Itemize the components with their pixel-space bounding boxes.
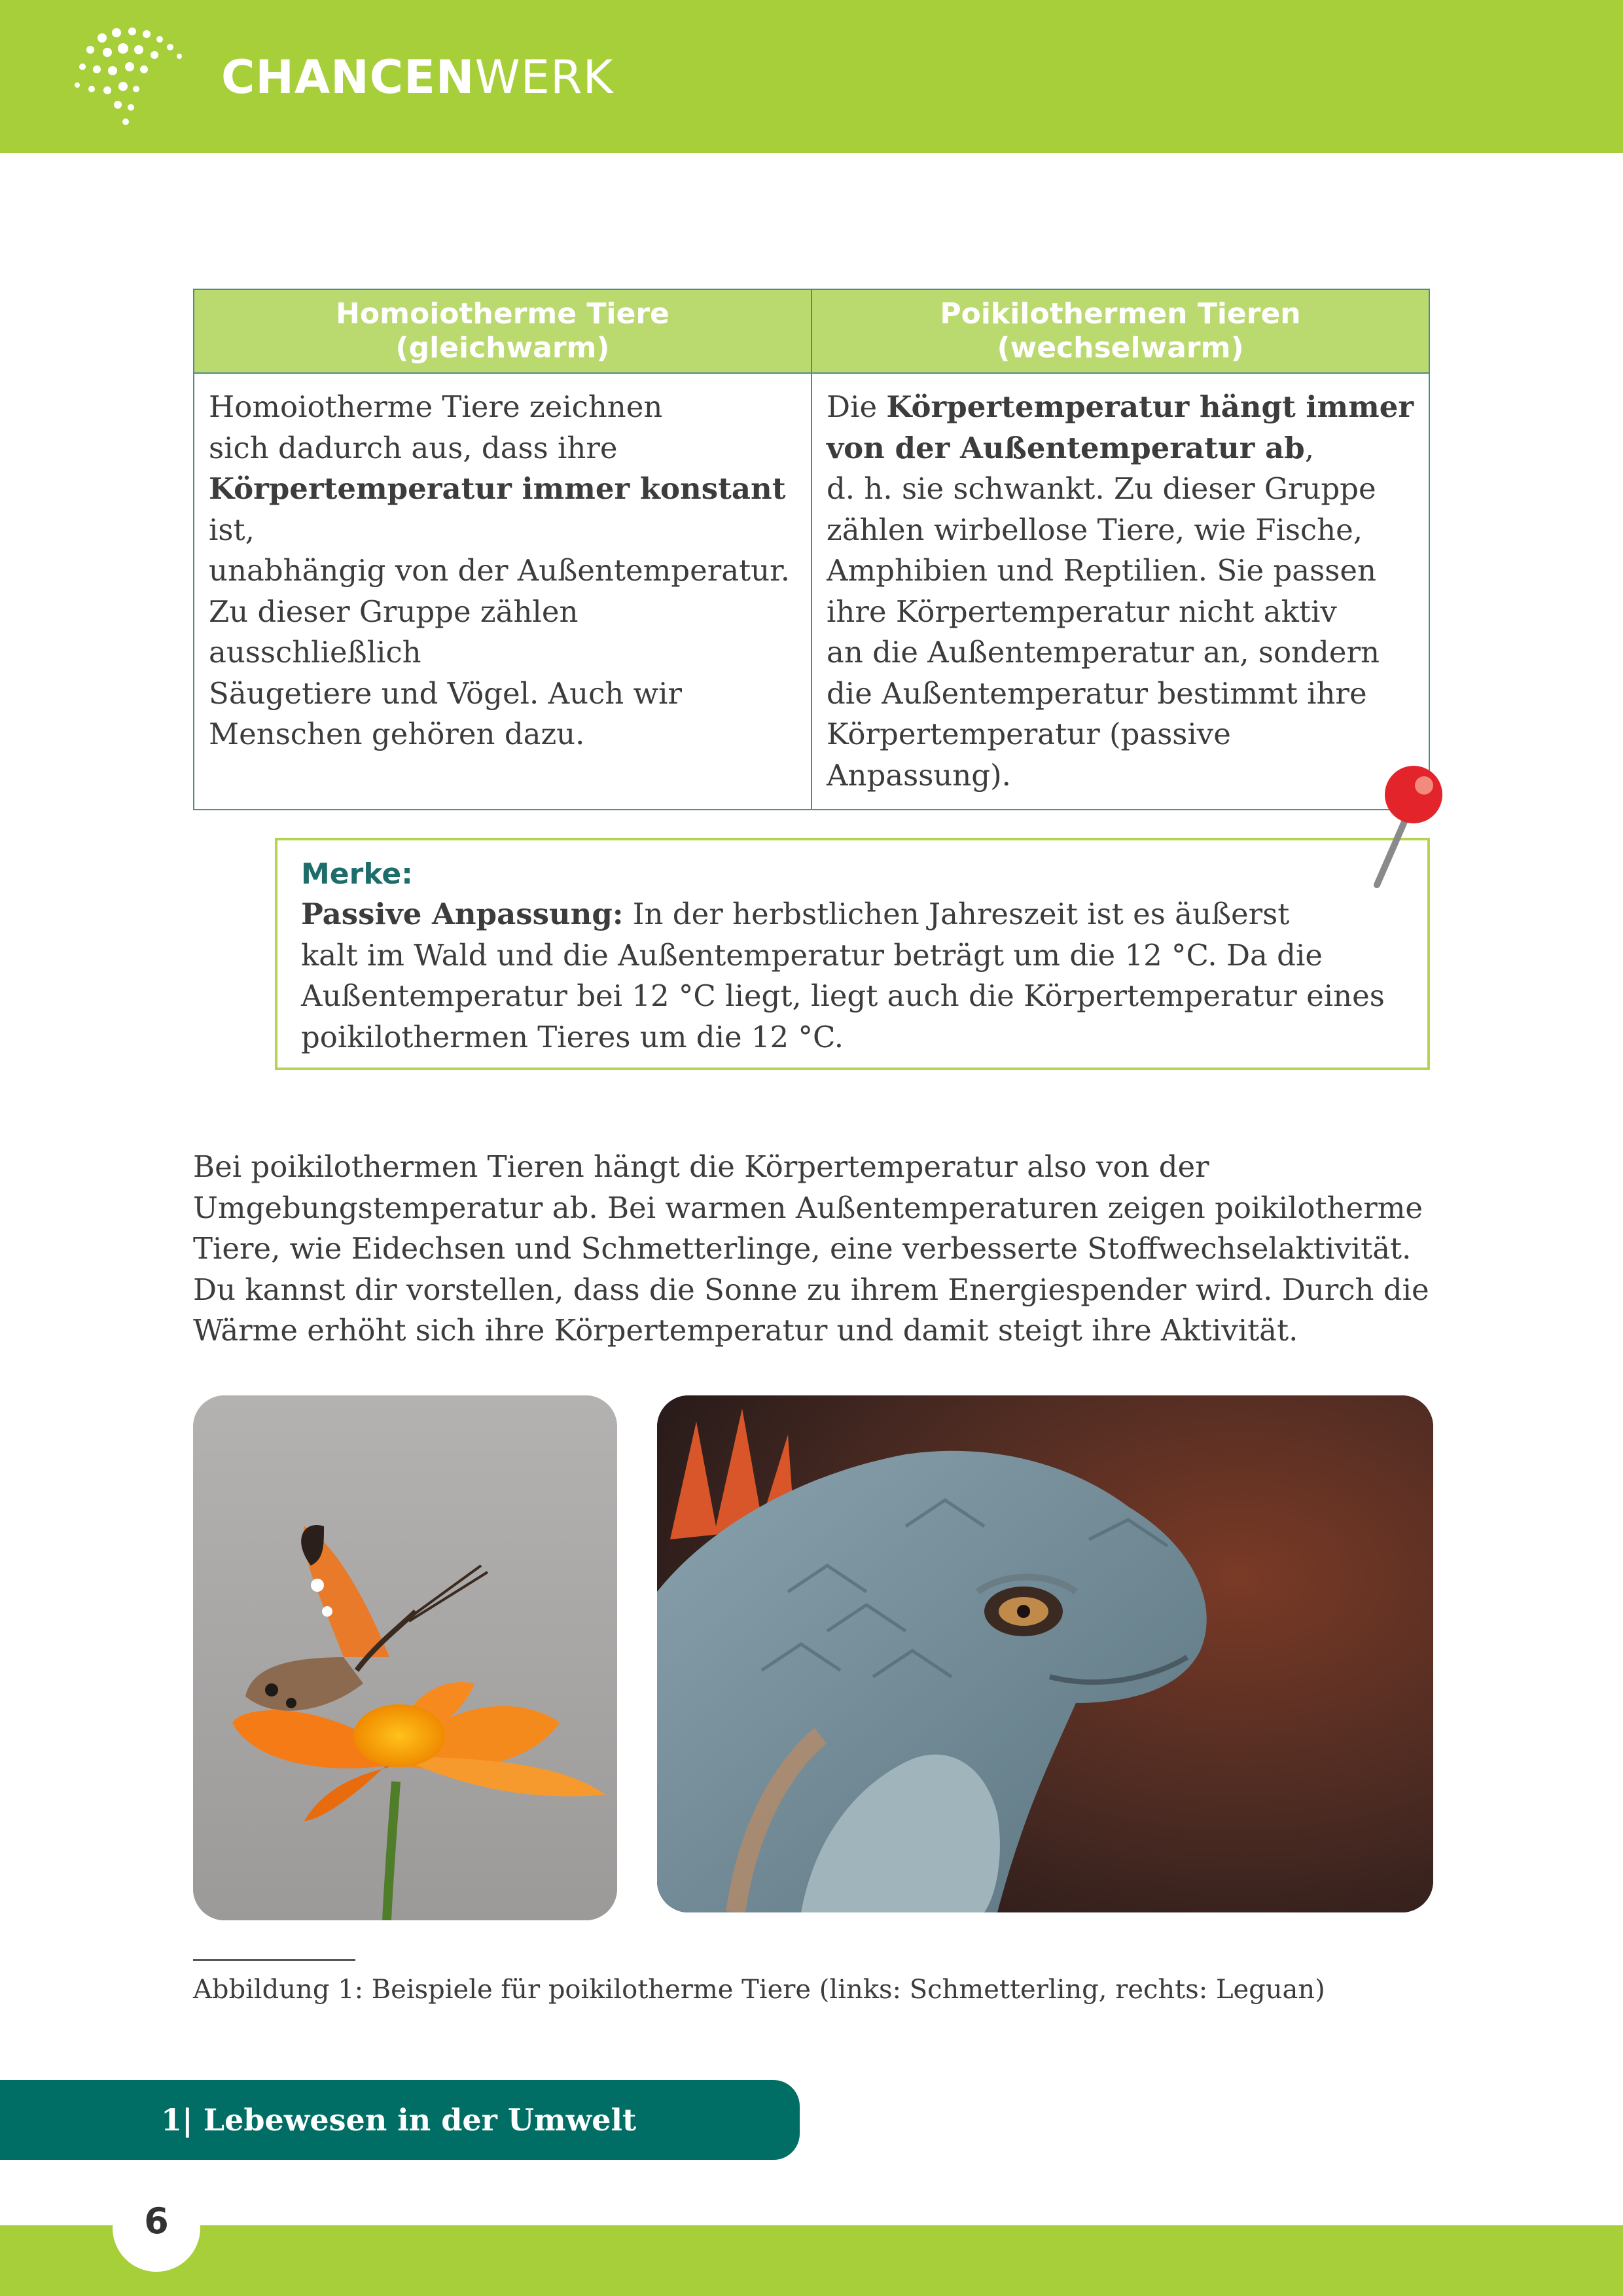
text-line: Zu dieser Gruppe zählen ausschließlich	[209, 594, 579, 670]
figure-caption: Abbildung 1: Beispiele für poikilotherme Tiere (links: Schmetterling, rechts: Leguan)	[193, 1975, 1325, 2005]
butterfly-illustration	[193, 1395, 617, 1920]
text-fragment: ist,	[209, 512, 255, 547]
text-line: zählen wirbellose Tiere, wie Fische,	[827, 512, 1363, 547]
bold-text: Körpertemperatur hängt immer	[886, 389, 1414, 424]
text-fragment: ,	[1304, 430, 1314, 465]
body-paragraph	[193, 1147, 1436, 1352]
text-line	[827, 387, 1414, 428]
text-line: die Außentemperatur bestimmt ihre	[827, 675, 1367, 711]
text-line	[301, 894, 1404, 935]
text-line: d. h. sie schwankt. Zu dieser Gruppe	[827, 471, 1376, 506]
text-line: Umgebungstemperatur ab. Bei warmen Außentemperaturen zeigen poikilotherme	[193, 1190, 1423, 1225]
merke-title: Merke:	[301, 857, 413, 891]
iguana-photo	[657, 1395, 1433, 1912]
text-line: Homoiotherme Tiere zeichnen	[209, 389, 663, 424]
merke-box	[275, 838, 1430, 1070]
text-line: unabhängig von der Außentemperatur.	[209, 553, 791, 588]
text-fragment: Die	[827, 389, 887, 424]
table-header-homoiotherm	[194, 289, 812, 373]
table-header-row	[194, 289, 1429, 373]
table-row	[194, 373, 1429, 810]
bold-text: Körpertemperatur immer konstant	[209, 471, 786, 506]
text-line: Bei poikilothermen Tieren hängt die Körpertemperatur also von der	[193, 1149, 1209, 1184]
text-line	[209, 469, 796, 550]
header-line: Homoiotherme Tiere	[336, 297, 669, 331]
table-cell-poikilotherm	[812, 373, 1429, 810]
text-line: Tiere, wie Eidechsen und Schmetterlinge, eine verbesserte Stoffwechselaktivität.	[193, 1231, 1412, 1266]
comparison-table	[193, 289, 1430, 810]
butterfly-photo	[193, 1395, 617, 1920]
text-line	[827, 428, 1414, 469]
chapter-title: 1| Lebewesen in der Umwelt	[161, 2102, 637, 2138]
pushpin-icon	[1355, 759, 1446, 897]
text-line: ihre Körpertemperatur nicht aktiv	[827, 594, 1337, 629]
text-line: Du kannst dir vorstellen, dass die Sonne zu ihrem Energiespender wird. Durch die	[193, 1272, 1429, 1307]
iguana-illustration	[657, 1395, 1433, 1912]
text-line: kalt im Wald und die Außentemperatur beträgt um die 12 °C. Da die	[301, 937, 1323, 973]
text-line: Säugetiere und Vögel. Auch wir	[209, 675, 682, 711]
table-cell-homoiotherm	[194, 373, 812, 810]
footnote-rule	[193, 1959, 355, 1961]
text-line: Körpertemperatur (passive Anpassung).	[827, 717, 1231, 793]
header-line: Poikilothermen Tieren	[940, 297, 1301, 331]
text-line: Wärme erhöht sich ihre Körpertemperatur und damit steigt ihre Aktivität.	[193, 1313, 1298, 1348]
header-line: (gleichwarm)	[395, 331, 610, 365]
table-header-poikilotherm	[812, 289, 1429, 373]
page-footer	[0, 2225, 1623, 2296]
page-number: 6	[144, 2200, 169, 2242]
text-line: an die Außentemperatur an, sondern	[827, 635, 1380, 670]
text-line: Amphibien und Reptilien. Sie passen	[827, 553, 1376, 588]
logo-bold-text: CHANCEN	[221, 50, 475, 104]
logo-light-text: WERK	[474, 50, 614, 104]
text-line: sich dadurch aus, dass ihre	[209, 430, 618, 465]
bold-text: von der Außentemperatur ab	[827, 430, 1305, 465]
bold-text: Passive Anpassung:	[301, 897, 624, 931]
page-header	[0, 0, 1623, 153]
brand-logo	[221, 51, 613, 103]
text-line: poikilothermen Tieres um die 12 °C.	[301, 1019, 844, 1054]
header-line: (wechselwarm)	[997, 331, 1244, 365]
text-fragment: In der herbstlichen Jahreszeit ist es äußerst	[623, 897, 1290, 931]
text-line: Menschen gehören dazu.	[209, 717, 585, 751]
text-line: Außentemperatur bei 12 °C liegt, liegt auch die Körpertemperatur eines	[301, 978, 1385, 1013]
logo-dots-icon	[71, 26, 202, 131]
